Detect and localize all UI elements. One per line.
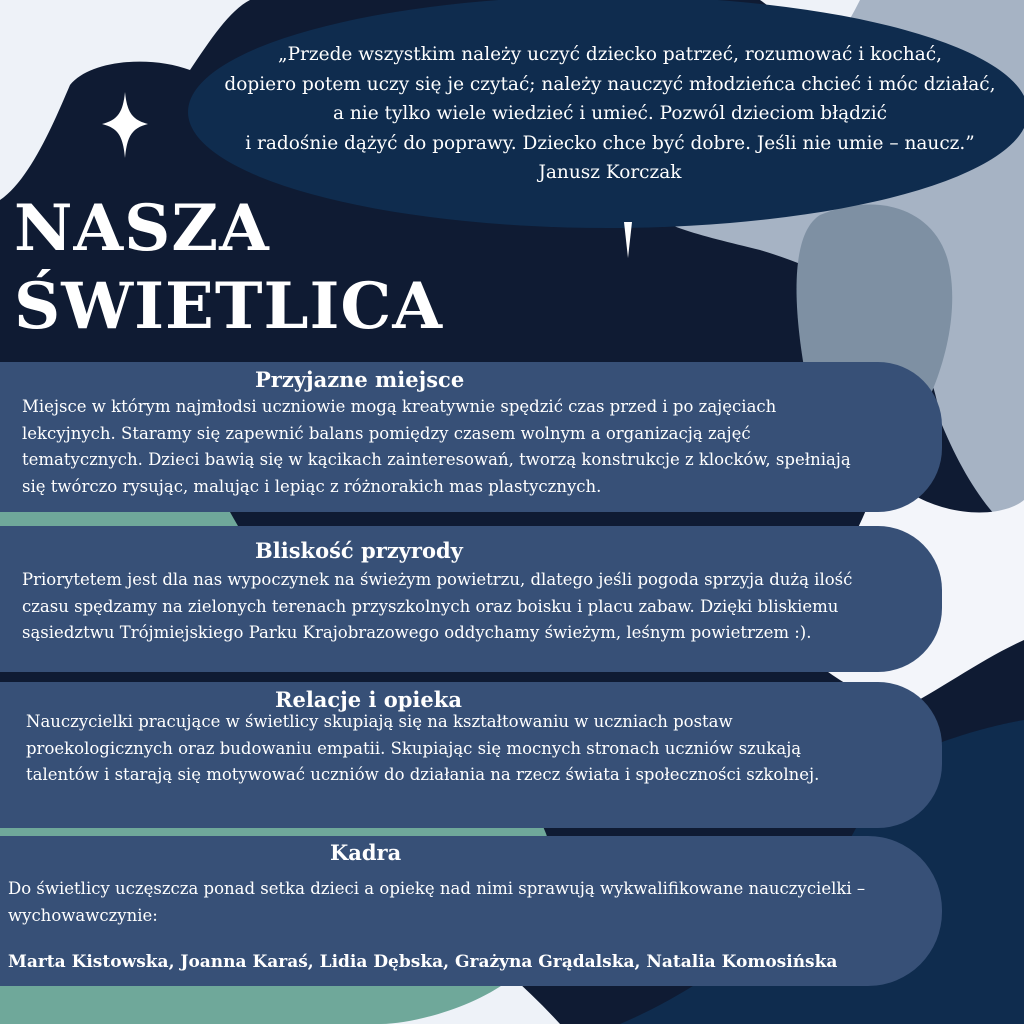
section-bliskosc-przyrody	[0, 526, 942, 672]
body-line: Nauczycielki pracujące w świetlicy skupiają się na kształtowaniu w uczniach postaw	[26, 712, 733, 731]
section-body	[26, 709, 819, 789]
section-heading: Bliskość przyrody	[255, 538, 463, 563]
staff-names: Marta Kistowska, Joanna Karaś, Lidia Dębska, Grażyna Grądalska, Natalia Komosińska	[8, 952, 838, 972]
quote-author: Janusz Korczak	[538, 162, 682, 183]
quote-line: dopiero potem uczy się je czytać; należy nauczyć młodzieńca chcieć i móc działać,	[224, 73, 996, 95]
title-line-1: NASZA	[14, 191, 270, 266]
body-line: Priorytetem jest dla nas wypoczynek na świeżym powietrzu, dlatego jeśli pogoda sprzyja dużą ilość	[22, 570, 853, 589]
section-kadra	[0, 836, 942, 986]
section-przyjazne-miejsce	[0, 362, 942, 512]
body-line: proekologicznych oraz budowaniu empatii. Skupiając się mocnych stronach uczniów szukają	[26, 738, 802, 758]
page-title	[14, 190, 443, 346]
body-line: sąsiedztwu Trójmiejskiego Parku Krajobrazowego oddychamy świeżym, leśnym powietrzem :).	[22, 623, 812, 642]
section-heading: Kadra	[330, 840, 402, 865]
body-line: się twórczo rysując, malując i lepiąc z różnorakich mas plastycznych.	[22, 476, 602, 496]
section-heading: Relacje i opieka	[275, 687, 462, 712]
quote-line: a nie tylko wiele wiedzieć i umieć. Pozwól dzieciom błądzić	[332, 103, 888, 124]
title-line-2: ŚWIETLICA	[14, 269, 443, 344]
korczak-quote	[200, 40, 1020, 188]
body-line: czasu spędzamy na zielonych terenach przyszkolnych oraz boisku i placu zabaw. Dzięki bliskiemu	[22, 596, 839, 616]
section-body	[22, 567, 852, 647]
quote-line: i radośnie dążyć do poprawy. Dziecko chce być dobre. Jeśli nie umie – naucz.”	[245, 132, 975, 154]
section-heading: Przyjazne miejsce	[255, 367, 465, 392]
body-line: tematycznych. Dzieci bawią się w kącikach zainteresowań, tworzą konstrukcje z klocków, spełniają	[22, 450, 851, 469]
body-line: Miejsce w którym najmłodsi uczniowie mogą kreatywnie spędzić czas przed i po zajęciach	[22, 397, 777, 416]
section-body	[22, 394, 851, 500]
body-line: Do świetlicy uczęszcza ponad setka dzieci a opiekę nad nimi sprawują wykwalifikowane nauczycielki –	[8, 879, 866, 898]
section-body	[8, 876, 865, 929]
body-line: talentów i starają się motywować uczniów do działania na rzecz świata i społeczności szkolnej.	[26, 765, 820, 784]
quote-line: „Przede wszystkim należy uczyć dziecko patrzeć, rozumować i kochać,	[278, 44, 942, 65]
body-line: wychowawczynie:	[8, 905, 158, 925]
body-line: lekcyjnych. Staramy się zapewnić balans pomiędzy czasem wolnym a organizacją zajęć	[22, 423, 751, 443]
section-relacje-i-opieka	[0, 682, 942, 828]
